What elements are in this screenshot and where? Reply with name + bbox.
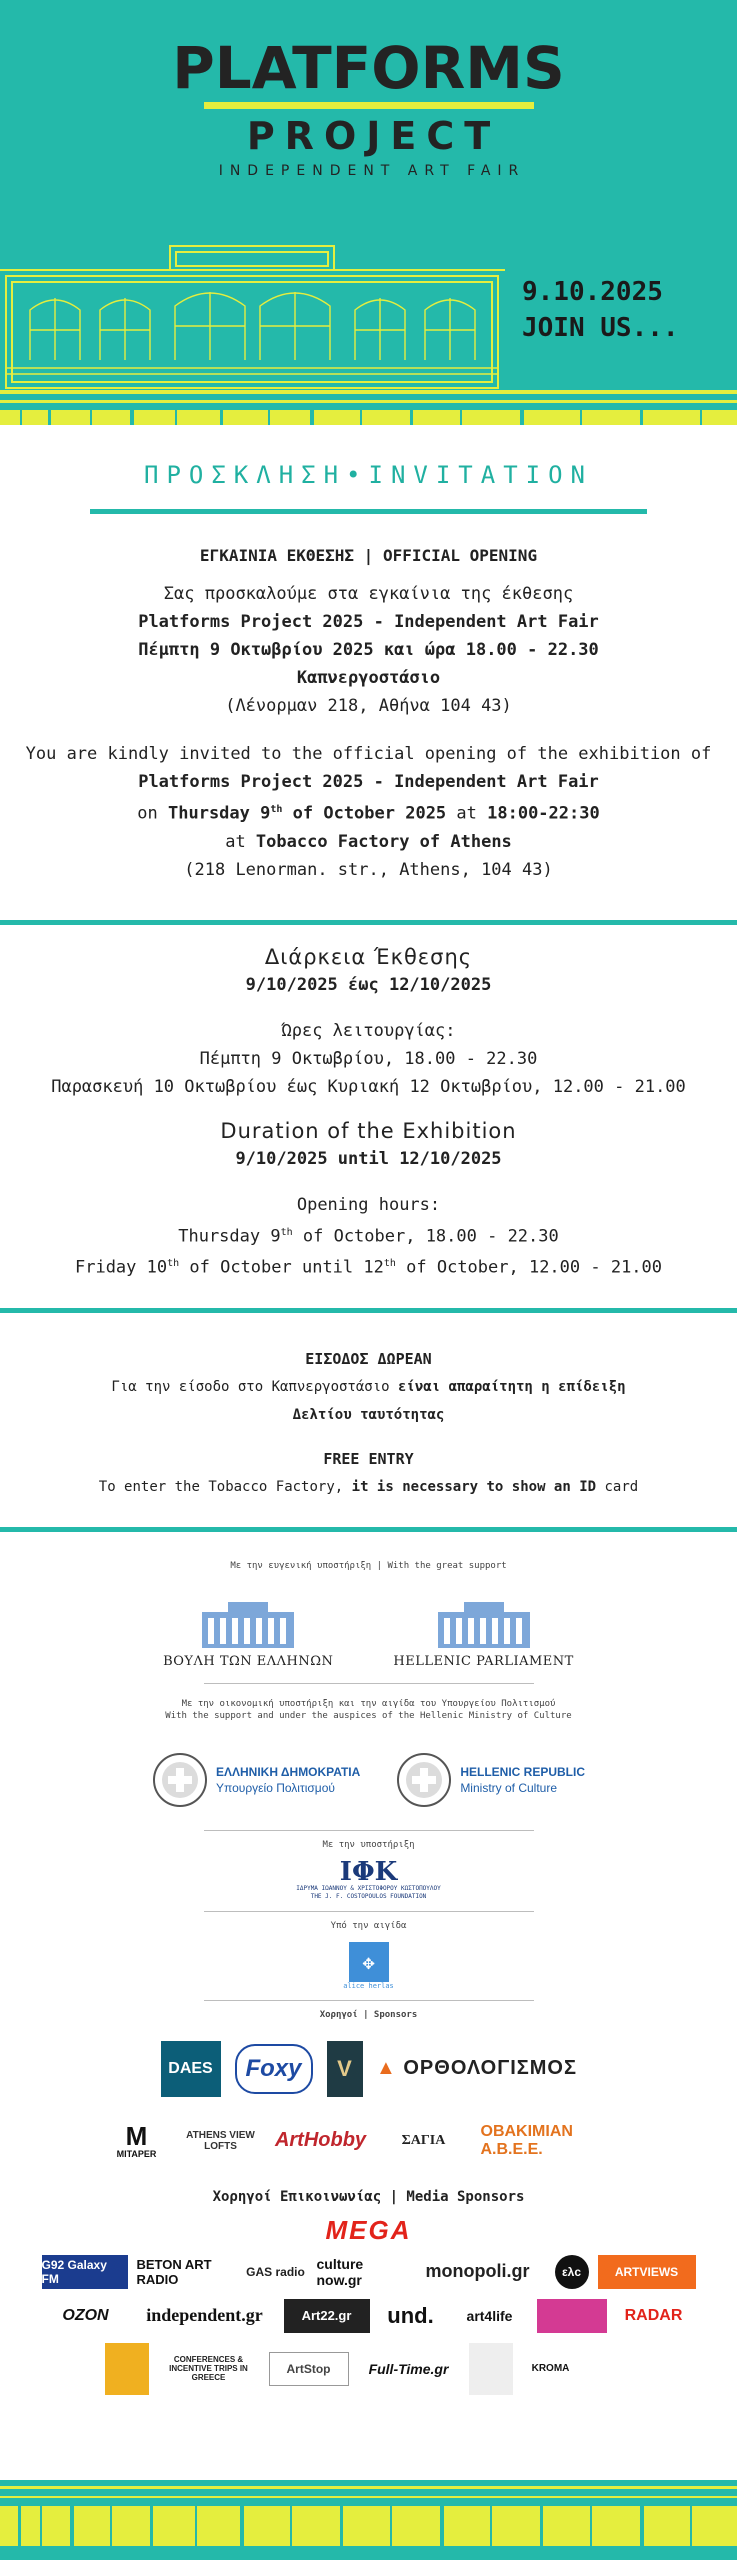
media-sponsors-label: Χορηγοί Επικοινωνίας | Media Sponsors [212,2188,525,2205]
ministry-support-line2: With the support and under the auspices of the Hellenic Ministry of Culture [165,1710,572,1721]
greek-venue: Καπνεργοστάσιο [296,668,441,688]
media-logo: monopoli.gr [425,2261,530,2282]
logo-accent-bar [204,102,534,109]
ministry-support-line1: Με την οικονομική υποστήριξη και την αιγίδα του Υπουργείου Πολιτισμού [181,1698,556,1709]
free-entry-greek-title: ΕΙΣΟΔΟΣ ΔΩΡΕΑΝ [305,1349,432,1368]
free-entry-greek [0,1345,737,1429]
alice-icon: ✥ [349,1942,389,1982]
foundation-name-en: THE J. F. COSTOPOULOS FOUNDATION [310,1892,427,1900]
duration-english-title: Duration of the Exhibition [220,1118,517,1143]
logo-title: PLATFORMS [172,34,565,102]
sponsor-logo: Foxy [235,2044,313,2094]
greek-emblem-icon [152,1752,208,1808]
event-date: 9.10.2025 [522,277,663,307]
invitation-title: ΠΡΟΣΚΛΗΣΗ•INVITATION [144,461,593,489]
media-logo: RADAR [624,2306,683,2324]
ministry-gr-line2: Υπουργείο Πολιτισμού [216,1780,335,1795]
parliament-building-icon [198,1600,298,1650]
sponsor-rule [204,2000,534,2001]
great-support-label: Με την ευγενική υποστήριξη | With the great support [230,1560,507,1571]
english-event-name: Platforms Project 2025 - Independent Art Fair [138,772,599,792]
platforms-project-logo [0,36,737,179]
with-support-label: Με την υποστήριξη [322,1839,415,1850]
media-logo [105,2343,149,2395]
logo-subtitle: PROJECT [246,114,501,158]
greek-hours-label: Ώρες λειτουργίας: [281,1020,456,1041]
english-invite-line: You are kindly invited to the official opening of the exhibition of [25,744,712,764]
greek-invite-line: Σας προσκαλούμε στα εγκαίνια της έκθεσης [163,584,574,604]
invitation-title-rule [90,509,647,514]
parliament-gr-logo [163,1600,333,1669]
ministry-logos [0,1752,737,1808]
duration-greek-title: Διάρκεια Έκθεσης [264,944,473,969]
ministry-en-line2: Ministry of Culture [460,1780,558,1795]
english-hours-label: Opening hours: [296,1194,441,1215]
english-address: (218 Lenorman. str., Athens, 104 43) [184,859,553,880]
ministry-gr-logo [152,1752,360,1808]
greek-address: (Λένορμαν 218, Αθήνα 104 43) [225,696,512,716]
media-row-0 [0,2217,737,2245]
greek-event-date: Πέμπτη 9 Οκτωβρίου 2025 και ώρα 18.00 - 22.30 [138,640,599,660]
free-entry-greek-id: Δελτίου ταυτότητας [292,1406,445,1423]
media-logo: independent.gr [146,2305,263,2326]
free-entry-greek-line: Για την είσοδο στο Καπνεργοστάσιο είναι απαραίτητη η επίδειξη [111,1378,626,1395]
duration-english [0,1117,737,1282]
sponsors-row-1 [0,2041,737,2097]
free-entry-english [0,1445,737,1501]
sponsor-logo: DAES [161,2041,221,2097]
media-logo [589,2343,633,2395]
greek-hours-1: Πέμπτη 9 Οκτωβρίου, 18.00 - 22.30 [199,1048,538,1069]
opening-heading: ΕΓΚΑΙΝΙΑ ΕΚΘΕΣΗΣ | OFFICIAL OPENING [199,546,538,565]
section-divider [0,1308,737,1313]
media-logo: KROMA [531,2363,570,2375]
invitation-english [0,740,737,884]
free-entry-english-title: FREE ENTRY [323,1449,414,1468]
footer-banner [0,2480,737,2560]
english-hours-2: Friday 10th of October until 12th of October, 12.00 - 21.00 [74,1257,663,1278]
english-venue: at Tobacco Factory of Athens [225,831,512,852]
alice-label: alice herlas [343,1981,394,1990]
under-auspices-label: Υπό την αιγίδα [330,1920,407,1931]
duration-greek [0,943,737,1101]
media-logo: ARTVIEWS [598,2255,696,2289]
join-us-text: JOIN US... [522,313,679,343]
foundation-monogram-icon: IΦK [339,1856,398,1887]
ministry-en-logo [396,1752,585,1808]
alice-herlas-logo [0,1942,737,1990]
media-logo: MEGA [325,2215,412,2246]
free-entry-english-line: To enter the Tobacco Factory, it is necessary to show an ID card [98,1478,639,1495]
sponsors-label: Χορηγοί | Sponsors [319,2009,418,2020]
event-date-block [522,274,679,346]
parliament-en-label: HELLENIC PARLIAMENT [393,1653,574,1669]
sponsor-logo: ATHENS VIEW LOFTS [186,2129,255,2152]
sponsor-rule [204,1911,534,1912]
duration-english-dates: 9/10/2025 until 12/10/2025 [235,1148,502,1169]
media-logo: BETON ART RADIO [136,2256,212,2287]
parliament-gr-label: ΒΟΥΛΗ ΤΩΝ ΕΛΛΗΝΩΝ [163,1653,334,1669]
media-logo: ArtStop [269,2352,349,2386]
ministry-en-line1: HELLENIC REPUBLIC [460,1764,585,1779]
header-banner [0,0,737,425]
media-logo: und. [387,2302,434,2328]
english-event-date: on Thursday 9th of October 2025 at 18:00-22:30 [137,803,600,824]
parliament-building-icon [434,1600,534,1650]
parliament-en-logo [393,1600,573,1669]
sponsor-logo: ▲ ΟΡΘΟΛΟΓΙΣΜΟΣ [376,2057,577,2080]
sponsors-row-2 [0,2117,737,2165]
media-row-2 [0,2299,737,2333]
sponsor-rule [204,1683,534,1684]
logo-tagline: INDEPENDENT ART FAIR [218,163,526,179]
sponsor-rule [204,1830,534,1831]
media-logo: G92 Galaxy FM [42,2255,128,2289]
media-row-1 [0,2255,737,2289]
parliament-logos [0,1600,737,1669]
costopoulos-foundation-logo [0,1856,737,1901]
greek-hours-2: Παρασκευή 10 Οκτωβρίου έως Κυριακή 12 Οκτωβρίου, 12.00 - 21.00 [51,1076,686,1097]
media-logo: CONFERENCES & INCENTIVE TRIPS IN GREECE [169,2355,248,2383]
media-logo: OZON [62,2306,109,2324]
media-logo: culture now.gr [316,2255,364,2288]
media-logo: ελc [555,2255,589,2289]
duration-greek-dates: 9/10/2025 έως 12/10/2025 [245,974,492,995]
sponsor-logo: V [327,2041,363,2097]
media-row-3 [0,2343,737,2395]
sponsor-logo: ArtHobby [274,2129,367,2152]
foundation-name-gr: ΙΔΡΥΜΑ ΙΩΑΝΝΟΥ & ΧΡΙΣΤΟΦΟΡΟΥ ΚΩΣΤΟΠΟΥΛΟΥ [296,1884,441,1892]
greek-event-name: Platforms Project 2025 - Independent Art Fair [138,612,599,632]
sponsor-logo: OBAKIMIAN A.B.E.E. [480,2122,573,2158]
footer-stripes [0,2480,737,2560]
ministry-gr-line1: ΕΛΛΗΝΙΚΗ ΔΗΜΟΚΡΑΤΙΑ [216,1764,361,1779]
media-logo [537,2299,607,2333]
media-logo: Full-Time.gr [368,2360,449,2377]
media-logo [469,2343,513,2395]
media-logo: Art22.gr [284,2299,370,2333]
invitation-greek [0,542,737,720]
sponsor-logo: ΣΑΓΙΑ [401,2132,446,2148]
media-logo: art4life [466,2307,513,2324]
media-logo: GAS radio [246,2264,305,2279]
sponsor-logo: M MITAPER [116,2120,157,2159]
section-divider [0,920,737,925]
english-hours-1: Thursday 9th of October, 18.00 - 22.30 [178,1226,559,1247]
greek-emblem-icon [396,1752,452,1808]
section-divider [0,1527,737,1532]
